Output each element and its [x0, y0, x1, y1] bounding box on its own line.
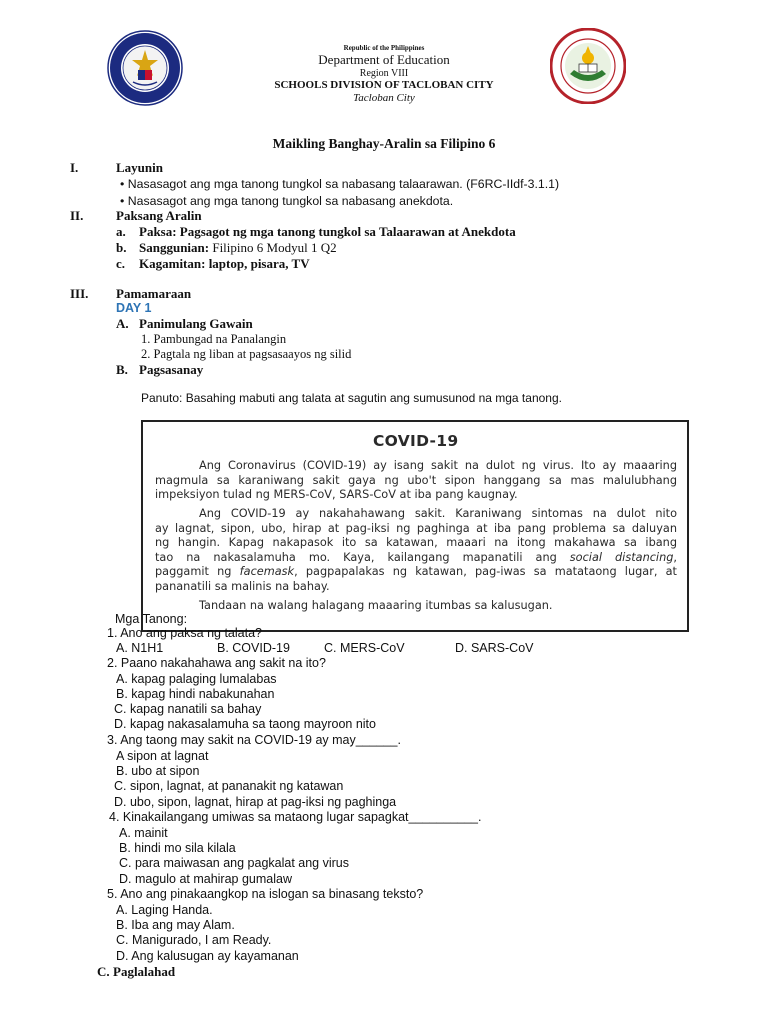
- section1-heading: Layunin: [116, 160, 163, 175]
- objective-text: Nasasagot ang mga tanong tungkol sa nabasang talaarawan. (F6RC-IIdf-3.1.1): [127, 177, 560, 191]
- covid-p1-line: magmula sa karaniwang sakit gaya ng ubo't sipon hanggang sa mas malulubhang: [155, 473, 677, 487]
- reference-line: [139, 240, 337, 256]
- q5-choice-c: C. Manigurado, I am Ready.: [116, 933, 272, 947]
- reference-label: Sanggunian:: [139, 240, 210, 255]
- covid-p2-line: ng hangin. Kapag nakapasok ito sa katawan, maaari na itong makahawa sa ibang: [155, 536, 677, 549]
- q4-choice-b: B. hindi mo sila kilala: [119, 841, 236, 855]
- bullet-icon: •: [120, 177, 128, 191]
- q3-choice-a: A sipon at lagnat: [116, 749, 209, 763]
- question-5: 5. Ano ang pinakaangkop na islogan sa binasang teksto?: [107, 887, 424, 901]
- italic-term: facemask: [239, 565, 295, 578]
- city-line: Tacloban City: [353, 92, 415, 104]
- q4-choice-d: D. magulo at mahirap gumalaw: [119, 872, 292, 886]
- section1-num: I.: [70, 160, 79, 175]
- q5-choice-d: D. Ang kalusugan ay kayamanan: [116, 949, 299, 963]
- subB-letter: B.: [116, 362, 128, 377]
- section2-heading: Paksang Aralin: [116, 208, 202, 223]
- q1-choice-c: C. MERS-CoV: [324, 641, 405, 655]
- q1-choice-b: B. COVID-19: [217, 641, 290, 655]
- topic-letter: a.: [116, 224, 126, 239]
- covid-p2-line: tao na nakasalamuha mo. Kaya, kailangang mapanatili ang social distancing,: [155, 550, 677, 564]
- instructions: Panuto: Basahing mabuti ang talata at sagutin ang sumusunod na mga tanong.: [141, 391, 562, 405]
- section3-num: III.: [70, 286, 89, 301]
- q2-choice-c: C. kapag nanatili sa bahay: [114, 702, 262, 716]
- questions-label: Mga Tanong:: [115, 612, 188, 626]
- covid-p2-line: paggamit ng facemask, pagpapalakas ng katawan, pag-iwas sa matataong lugar, at: [155, 565, 677, 578]
- q1-choice-d: D. SARS-CoV: [455, 641, 534, 655]
- italic-term: social distancing: [569, 550, 674, 564]
- objective-bullet-1: [120, 177, 559, 191]
- covid-reading-box: [141, 420, 689, 632]
- section3-heading: Pamamaraan: [116, 286, 192, 301]
- q5-choice-b: B. Iba ang may Alam.: [116, 918, 235, 932]
- subA-heading: Panimulang Gawain: [139, 316, 253, 331]
- topic-text: Paksa: Pagsagot ng mga tanong tungkol sa Talaarawan at Anekdota: [139, 224, 516, 239]
- subA-item-2: 2. Pagtala ng liban at pagsasaayos ng silid: [141, 347, 352, 361]
- q3-choice-d: D. ubo, sipon, lagnat, hirap at pag-iksi ng paghinga: [114, 795, 397, 809]
- subA-item-1: 1. Pambungad na Panalangin: [141, 332, 287, 346]
- covid-title: COVID-19: [373, 432, 459, 450]
- covid-p3-line: Tandaan na walang halagang maaaring itumbas sa kalusugan.: [199, 599, 553, 612]
- q4-choice-a: A. mainit: [119, 826, 168, 840]
- q1-choice-a: A. N1H1: [116, 641, 164, 655]
- objective-bullet-2: [120, 194, 453, 208]
- division-line: SCHOOLS DIVISION OF TACLOBAN CITY: [274, 79, 494, 91]
- covid-paragraph-1: [155, 459, 677, 503]
- republic-line: Republic of the Philippines: [343, 44, 425, 52]
- q2-choice-a: A. kapag palaging lumalabas: [116, 672, 277, 686]
- reference-letter: b.: [116, 240, 127, 255]
- question-1: 1. Ano ang paksa ng talata?: [107, 626, 262, 640]
- covid-paragraph-2: [155, 507, 677, 594]
- q3-choice-b: B. ubo at sipon: [116, 764, 200, 778]
- covid-p1-line: Ang Coronavirus (COVID-19) ay isang sakit na dulot ng virus. Ito ay maaaring: [199, 459, 677, 472]
- covid-p2-line: pananatili sa malinis na bahay.: [155, 579, 330, 593]
- materials-text: Kagamitan: laptop, pisara, TV: [139, 256, 310, 271]
- covid-paragraph-3: [155, 599, 677, 614]
- subB-heading: Pagsasanay: [139, 362, 204, 377]
- day-label: DAY 1: [116, 301, 152, 315]
- subA-letter: A.: [116, 316, 129, 331]
- reference-value: Filipino 6 Modyul 1 Q2: [209, 240, 337, 255]
- covid-p1-line: impeksiyon tulad ng MERS-CoV, SARS-CoV at iba pang kaugnay.: [155, 488, 518, 501]
- materials-letter: c.: [116, 256, 126, 271]
- question-4: 4. Kinakailangang umiwas sa mataong lugar sapagkat__________.: [109, 810, 482, 824]
- page-title: Maikling Banghay-Aralin sa Filipino 6: [272, 136, 496, 151]
- department-line: Department of Education: [318, 52, 450, 67]
- section2-num: II.: [70, 208, 84, 223]
- bullet-icon: •: [120, 194, 128, 208]
- q5-choice-a: A. Laging Handa.: [116, 903, 213, 917]
- region-line: Region VIII: [359, 68, 409, 79]
- q3-choice-c: C. sipon, lagnat, at pananakit ng katawan: [114, 779, 344, 793]
- q4-choice-c: C. para maiwasan ang pagkalat ang virus: [119, 856, 349, 870]
- subC-heading: Paglalahad: [113, 964, 176, 979]
- question-3: 3. Ang taong may sakit na COVID-19 ay may______.: [107, 733, 401, 747]
- covid-p2-line: Ang COVID-19 ay nakahahawang sakit. Karaniwang sintomas na dulot nito: [199, 507, 677, 520]
- subC-letter: C.: [97, 964, 110, 979]
- objective-text: Nasasagot ang mga tanong tungkol sa nabasang anekdota.: [127, 194, 454, 208]
- question-2: 2. Paano nakahahawa ang sakit na ito?: [107, 656, 326, 670]
- covid-p2-line: ay lagnat, sipon, ubo, hirap at pag-iksi ng paghinga at iba pang problema sa daluyan: [155, 521, 677, 535]
- q2-choice-b: B. kapag hindi nabakunahan: [116, 687, 275, 701]
- q2-choice-d: D. kapag nakasalamuha sa taong mayroon nito: [114, 717, 376, 731]
